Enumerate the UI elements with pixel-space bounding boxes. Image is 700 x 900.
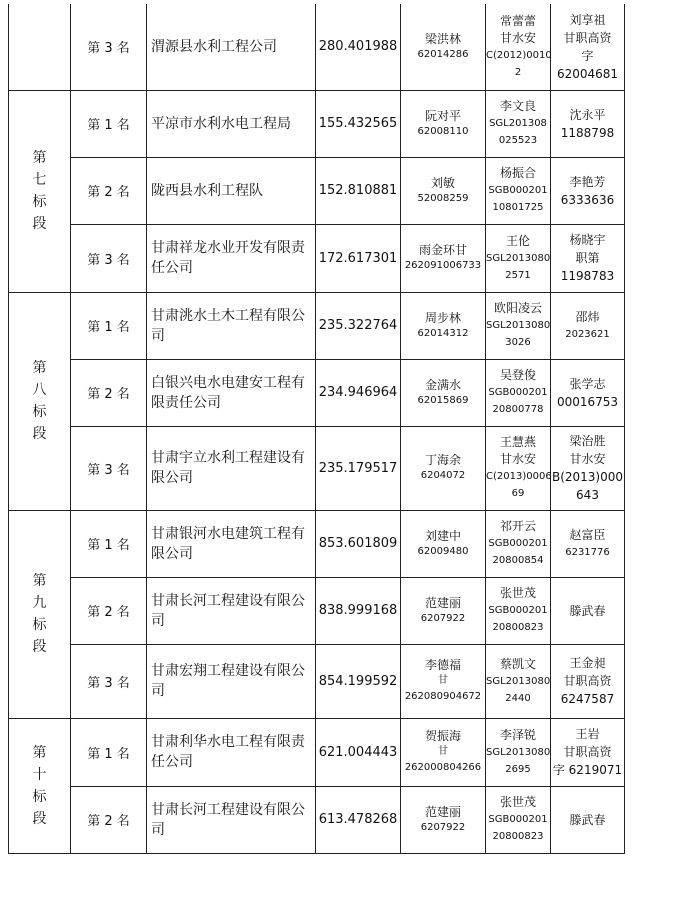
technical-person-cell: 王金昶 甘职高资 6247587 (551, 644, 625, 718)
technical-person-cell: 李艳芳 6333636 (551, 157, 625, 224)
technical-person-cell: 张学志 00016753 (551, 359, 625, 426)
table-row (9, 786, 625, 853)
technical-person-cell: 滕武春 (551, 577, 625, 644)
rank-cell: 第 3 名 (71, 224, 147, 292)
rank-cell: 第 3 名 (71, 426, 147, 510)
rank-cell: 第 3 名 (71, 644, 147, 718)
price-cell: 172.617301 (316, 224, 401, 292)
company-cell: 甘肃利华水电工程有限责任公司 (147, 718, 316, 786)
section-cell-empty (9, 4, 71, 90)
technical-lead-cell: 祁开云 SGB000201 20800854 (486, 510, 551, 577)
technical-lead-cell: 蔡凯文 SGL2013080 2440 (486, 644, 551, 718)
project-manager-cell: 范建丽 6207922 (401, 786, 486, 853)
bid-results-table (8, 4, 625, 854)
table-row (9, 90, 625, 157)
company-cell: 甘肃长河工程建设有限公司 (147, 786, 316, 853)
rank-cell: 第 2 名 (71, 577, 147, 644)
technical-person-cell: 刘享祖 甘职高资 字 62004681 (551, 4, 625, 90)
technical-lead-cell: 李文良 SGL201308 025523 (486, 90, 551, 157)
company-cell: 甘肃祥龙水业开发有限责任公司 (147, 224, 316, 292)
rank-cell: 第 2 名 (71, 157, 147, 224)
rank-cell: 第 3 名 (71, 4, 147, 90)
company-cell: 甘肃银河水电建筑工程有限公司 (147, 510, 316, 577)
price-cell: 155.432565 (316, 90, 401, 157)
table-row (9, 577, 625, 644)
project-manager-cell: 金满水 62015869 (401, 359, 486, 426)
company-cell: 甘肃洮水土木工程有限公司 (147, 292, 316, 359)
section-label-10: 第 十 标 段 (9, 718, 71, 853)
rank-cell: 第 1 名 (71, 90, 147, 157)
table-row (9, 292, 625, 359)
project-manager-cell: 李德福 甘262080904672 (401, 644, 486, 718)
project-manager-cell: 丁海余 6204072 (401, 426, 486, 510)
table-row (9, 718, 625, 786)
project-manager-cell: 阮对平 62008110 (401, 90, 486, 157)
price-cell: 280.401988 (316, 4, 401, 90)
section-label-8: 第 八 标 段 (9, 292, 71, 510)
company-cell: 甘肃宇立水利工程建设有限公司 (147, 426, 316, 510)
company-cell: 甘肃宏翔工程建设有限公司 (147, 644, 316, 718)
table-row (9, 4, 625, 90)
company-cell: 渭源县水利工程公司 (147, 4, 316, 90)
technical-lead-cell: 杨振合 SGB000201 10801725 (486, 157, 551, 224)
price-cell: 838.999168 (316, 577, 401, 644)
project-manager-cell: 范建丽 6207922 (401, 577, 486, 644)
project-manager-cell: 刘敏 52008259 (401, 157, 486, 224)
rank-cell: 第 1 名 (71, 718, 147, 786)
section-label-7: 第 七 标 段 (9, 90, 71, 292)
table-row (9, 157, 625, 224)
table-row (9, 644, 625, 718)
technical-person-cell: 滕武春 (551, 786, 625, 853)
price-cell: 613.478268 (316, 786, 401, 853)
price-cell: 854.199592 (316, 644, 401, 718)
rank-cell: 第 1 名 (71, 510, 147, 577)
technical-lead-cell: 张世茂 SGB000201 20800823 (486, 577, 551, 644)
bid-results-table-page (8, 4, 624, 854)
company-cell: 白银兴电水电建安工程有限责任公司 (147, 359, 316, 426)
table-row (9, 359, 625, 426)
rank-cell: 第 2 名 (71, 359, 147, 426)
section-label-9: 第 九 标 段 (9, 510, 71, 718)
technical-person-cell: 杨晓宇 职第 1198783 (551, 224, 625, 292)
table-row (9, 426, 625, 510)
project-manager-cell: 雨金环甘 262091006733 (401, 224, 486, 292)
technical-lead-cell: 李泽锐 SGL2013080 2695 (486, 718, 551, 786)
price-cell: 235.179517 (316, 426, 401, 510)
rank-cell: 第 1 名 (71, 292, 147, 359)
table-row (9, 224, 625, 292)
rank-cell: 第 2 名 (71, 786, 147, 853)
company-cell: 平凉市水利水电工程局 (147, 90, 316, 157)
technical-person-cell: 沈永平 1188798 (551, 90, 625, 157)
table-row (9, 510, 625, 577)
price-cell: 621.004443 (316, 718, 401, 786)
price-cell: 853.601809 (316, 510, 401, 577)
project-manager-cell: 刘建中 62009480 (401, 510, 486, 577)
technical-lead-cell: 张世茂 SGB000201 20800823 (486, 786, 551, 853)
technical-person-cell: 赵富臣 6231776 (551, 510, 625, 577)
project-manager-cell: 梁洪林 62014286 (401, 4, 486, 90)
technical-lead-cell: 王伦 SGL2013080 2571 (486, 224, 551, 292)
technical-lead-cell: 吴登俊 SGB000201 20800778 (486, 359, 551, 426)
technical-lead-cell: 欧阳凌云 SGL2013080 3026 (486, 292, 551, 359)
price-cell: 152.810881 (316, 157, 401, 224)
price-cell: 234.946964 (316, 359, 401, 426)
project-manager-cell: 周步林 62014312 (401, 292, 486, 359)
project-manager-cell: 贺振海 甘262000804266 (401, 718, 486, 786)
technical-person-cell: 梁治胜 甘水安 B(2013)000 643 (551, 426, 625, 510)
company-cell: 甘肃长河工程建设有限公司 (147, 577, 316, 644)
technical-lead-cell: 常蕾蕾 甘水安 C(2012)0010 2 (486, 4, 551, 90)
company-cell: 陇西县水利工程队 (147, 157, 316, 224)
price-cell: 235.322764 (316, 292, 401, 359)
technical-person-cell: 邵炜 2023621 (551, 292, 625, 359)
technical-lead-cell: 王慧燕 甘水安 C(2013)0006 69 (486, 426, 551, 510)
technical-person-cell: 王岩 甘职高资 字 6219071 (551, 718, 625, 786)
